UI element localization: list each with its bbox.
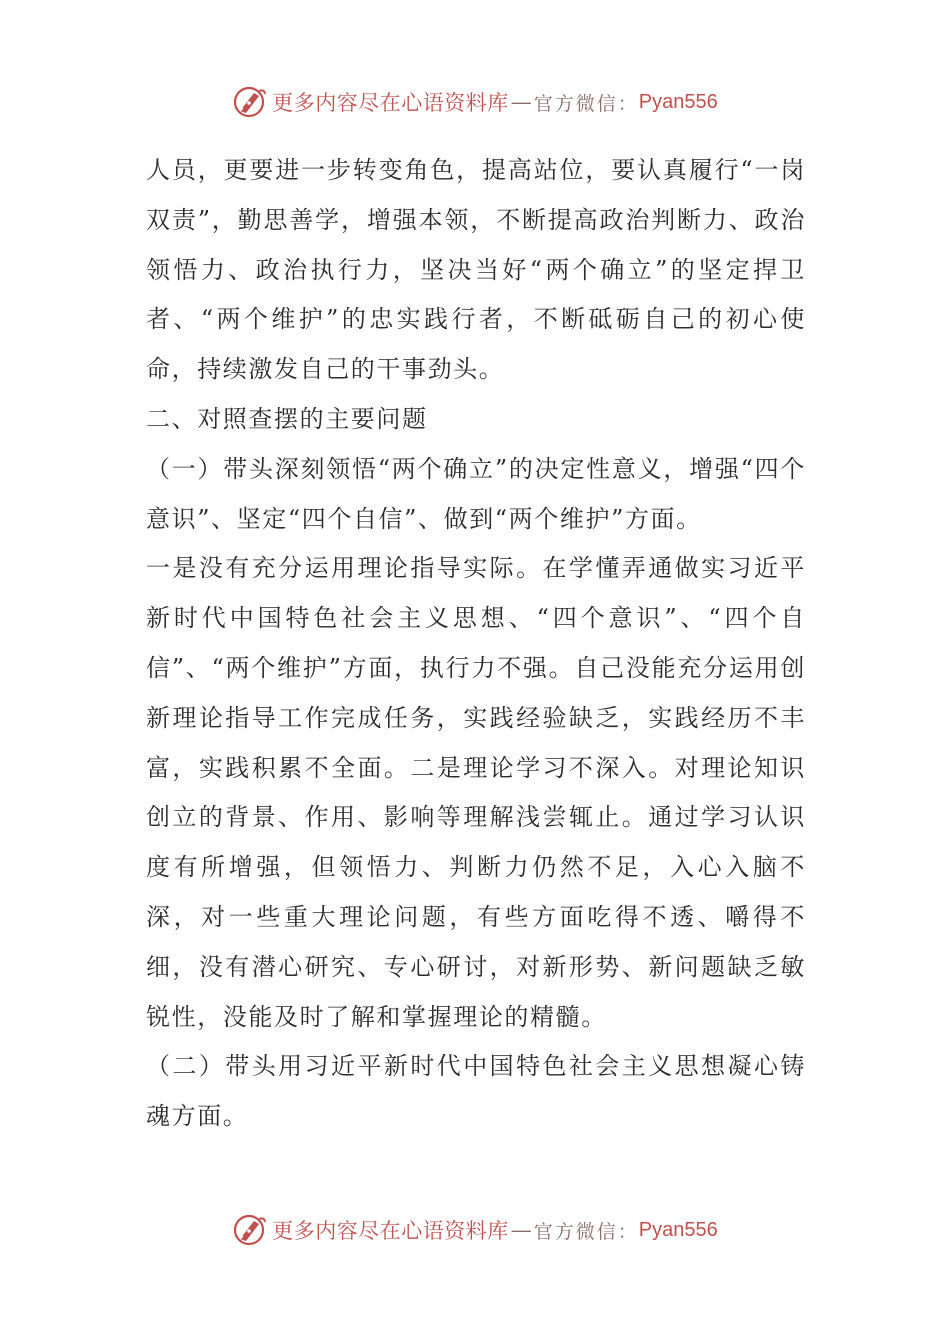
document-body	[146, 146, 806, 1142]
wechat-id: Pyan556	[638, 90, 718, 113]
official-wechat-label: 官方微信：	[533, 1220, 639, 1243]
separator-dash: —	[510, 1218, 532, 1242]
site-name: 更多内容尽在心语资料库	[272, 91, 509, 115]
separator-dash: —	[510, 90, 532, 114]
paragraph-1: 人员，更要进一步转变角色，提高站位，要认真履行“一岗双责”，勤思善学，增强本领，不断提高政治判断力、政治领悟力、政治执行力，坚决当好“两个确立”的坚定捍卫者、“两个维护”的忠实践行者，不断砥砺自己的初心使命，持续激发自己的干事劲头。	[146, 156, 806, 384]
paragraph-2: 一是没有充分运用理论指导实际。在学懂弄通做实习近平新时代中国特色社会主义思想、“四个意识”、“四个自信”、“两个维护”方面，执行力不强。自己没能充分运用创新理论指导工作完成任务，实践经验缺乏，实践经历不丰富，实践积累不全面。二是理论学习不深入。对理论知识创立的背景、作用、影响等理解浅尝辄止。通过学习认识度有所增强，但领悟力、判断力仍然不足，入心入脑不深，对一些重大理论问题，有些方面吃得不透、嚼得不细，没有潜心研究、专心研讨，对新形势、新问题缺乏敏锐性，没能及时了解和掌握理论的精髓。	[146, 554, 806, 1031]
site-name: 更多内容尽在心语资料库	[272, 1219, 509, 1243]
footer-banner	[0, 1208, 950, 1252]
section-heading: 二、对照查摆的主要问题	[146, 404, 428, 433]
official-wechat-label: 官方微信：	[533, 92, 639, 115]
pen-nib-icon	[232, 1212, 268, 1248]
subsection-heading-2: （二）带头用习近平新时代中国特色社会主义思想凝心铸魂方面。	[146, 1052, 806, 1131]
header-banner	[0, 80, 950, 124]
subsection-heading-1: （一）带头深刻领悟“两个确立”的决定性意义，增强“四个意识”、坚定“四个自信”、做到“两个维护”方面。	[146, 454, 806, 533]
wechat-id: Pyan556	[638, 1218, 718, 1241]
pen-nib-icon	[232, 84, 268, 120]
